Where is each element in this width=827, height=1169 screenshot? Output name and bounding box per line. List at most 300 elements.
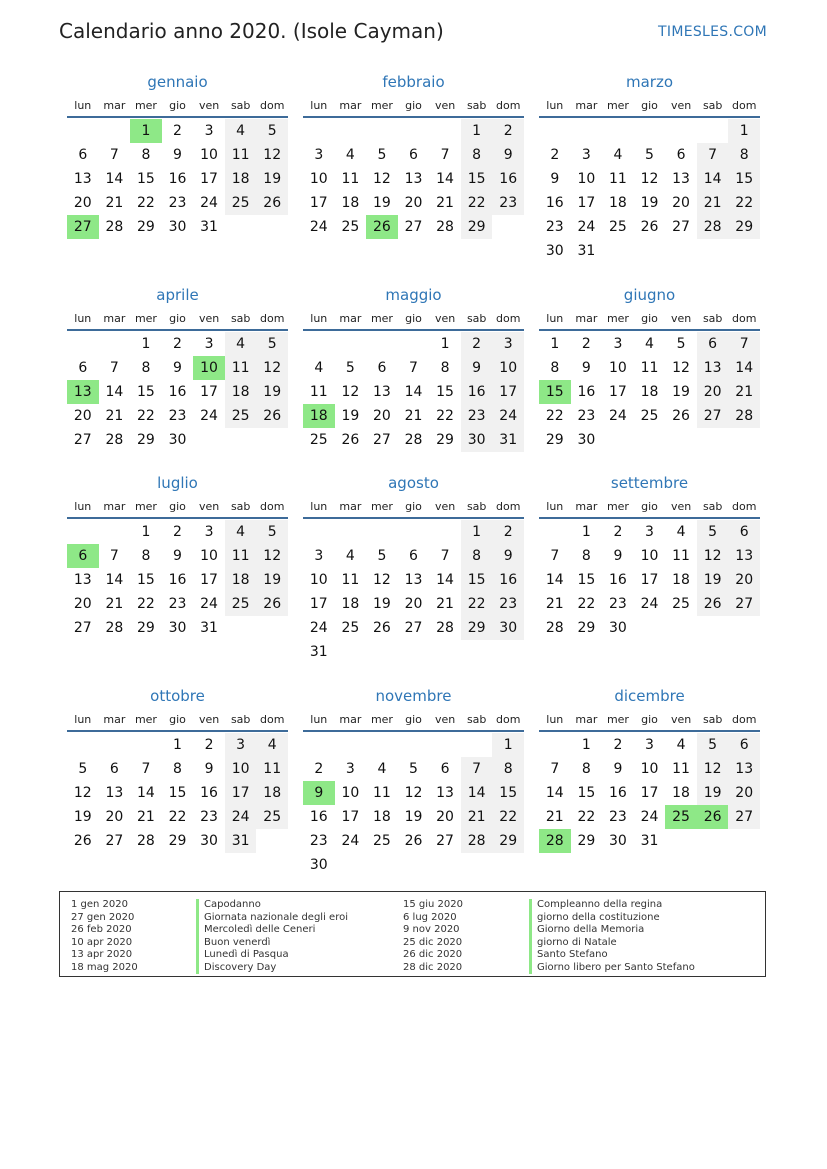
- day-cell: 22: [436, 408, 454, 424]
- day-cell: 15: [137, 171, 155, 187]
- day-cell: 8: [550, 360, 560, 376]
- weekday-label: ven: [434, 98, 456, 112]
- empty-cell: [539, 119, 571, 143]
- legend-holiday-name: Lunedì di Pasqua: [196, 949, 348, 962]
- day-cell: 5: [377, 147, 387, 163]
- day-cell: 5: [256, 520, 288, 544]
- weekday-label: dom: [260, 311, 285, 325]
- day-cell: 14: [105, 171, 124, 187]
- header-rule: [303, 730, 524, 732]
- weekday-label: ven: [434, 499, 456, 513]
- day-cell: 13: [436, 785, 454, 801]
- day-cell: 31: [200, 219, 218, 235]
- day-cell: 16: [577, 384, 596, 400]
- day-grid: [539, 332, 760, 452]
- day-cell: 22: [137, 596, 155, 612]
- day-cell: 21: [461, 805, 493, 829]
- day-cell: 23: [461, 404, 493, 428]
- weekday-label: mar: [103, 499, 126, 513]
- day-cell: 22: [577, 596, 596, 612]
- day-cell: 28: [461, 829, 493, 853]
- day-cell: 7: [109, 147, 119, 163]
- day-cell: 3: [314, 147, 324, 163]
- legend-date: 6 lug 2020: [403, 911, 457, 923]
- day-cell: 5: [409, 761, 418, 777]
- day-cell: 23: [200, 809, 218, 825]
- day-cell: 26: [404, 833, 423, 849]
- empty-cell: [539, 733, 571, 757]
- day-cell: 27: [105, 833, 124, 849]
- day-cell: 26: [341, 432, 360, 448]
- day-cell: 21: [105, 408, 124, 424]
- day-cell: 10: [577, 171, 596, 187]
- day-cell: 19: [640, 195, 659, 211]
- weekday-label: gio: [405, 712, 422, 726]
- day-cell: 22: [577, 809, 596, 825]
- day-cell: 17: [492, 380, 524, 404]
- day-cell: 13: [697, 356, 729, 380]
- empty-cell: [429, 520, 461, 544]
- empty-cell: [634, 119, 666, 143]
- empty-cell: [303, 520, 335, 544]
- weekday-label: mar: [575, 712, 598, 726]
- day-cell: 26: [256, 592, 288, 616]
- day-cell: 23: [492, 592, 524, 616]
- day-cell: 24: [577, 219, 596, 235]
- weekday-label: mar: [339, 311, 362, 325]
- day-cell: 25: [609, 219, 627, 235]
- day-cell: 30: [200, 833, 218, 849]
- legend-date: 25 dic 2020: [403, 936, 463, 948]
- day-cell: 3: [645, 524, 654, 540]
- day-cell: 29: [461, 215, 493, 239]
- day-grid: [67, 332, 288, 452]
- day-cell: 28: [436, 219, 454, 235]
- day-cell: 3: [492, 332, 524, 356]
- day-cell: 28: [728, 404, 760, 428]
- day-cell: 3: [204, 336, 214, 352]
- day-cell: 27: [73, 620, 92, 636]
- header-rule: [67, 730, 288, 732]
- day-cell: 21: [545, 809, 564, 825]
- day-cell: 14: [137, 785, 155, 801]
- empty-cell: [398, 332, 430, 356]
- empty-cell: [130, 733, 162, 757]
- day-cell: 14: [404, 384, 423, 400]
- holiday-day: 1: [130, 119, 162, 143]
- day-cell: 7: [141, 761, 151, 777]
- legend-holiday-name: Buon venerdì: [196, 937, 348, 950]
- empty-cell: [303, 733, 335, 757]
- legend-holiday-name: Giorno della Memoria: [529, 924, 695, 937]
- day-cell: 2: [173, 123, 182, 139]
- day-cell: 11: [225, 356, 257, 380]
- day-cell: 4: [676, 524, 686, 540]
- day-cell: 14: [436, 171, 454, 187]
- weekday-label: gio: [405, 98, 422, 112]
- day-cell: 1: [581, 737, 591, 753]
- day-cell: 21: [436, 596, 454, 612]
- day-cell: 16: [492, 568, 524, 592]
- day-cell: 2: [613, 524, 623, 540]
- day-cell: 8: [440, 360, 450, 376]
- month-name: ottobre: [150, 687, 205, 705]
- day-cell: 18: [225, 568, 257, 592]
- day-cell: 21: [105, 195, 124, 211]
- day-cell: 12: [640, 171, 659, 187]
- month-name: novembre: [375, 687, 452, 705]
- weekday-label: lun: [74, 98, 92, 112]
- day-cell: 15: [137, 572, 155, 588]
- weekday-label: mer: [370, 712, 393, 726]
- day-cell: 4: [613, 147, 623, 163]
- day-cell: 5: [676, 336, 686, 352]
- day-cell: 3: [225, 733, 257, 757]
- empty-cell: [335, 332, 367, 356]
- day-cell: 8: [173, 761, 182, 777]
- day-cell: 21: [728, 380, 760, 404]
- legend-holiday-name: Giornata nazionale degli eroi: [196, 912, 348, 925]
- day-cell: 6: [377, 360, 387, 376]
- day-cell: 22: [137, 408, 155, 424]
- day-cell: 19: [373, 596, 391, 612]
- empty-cell: [303, 332, 335, 356]
- day-cell: 4: [345, 147, 355, 163]
- weekday-label: lun: [310, 311, 328, 325]
- day-cell: 4: [225, 332, 257, 356]
- day-cell: 9: [613, 548, 623, 564]
- day-cell: 15: [137, 384, 155, 400]
- day-grid: [539, 119, 760, 263]
- day-cell: 12: [697, 544, 729, 568]
- day-cell: 16: [492, 167, 524, 191]
- day-cell: 18: [640, 384, 659, 400]
- day-cell: 10: [640, 761, 659, 777]
- header-rule: [303, 329, 524, 331]
- day-cell: 28: [105, 219, 124, 235]
- day-cell: 23: [168, 408, 187, 424]
- day-cell: 15: [577, 572, 596, 588]
- month-name: settembre: [610, 474, 689, 492]
- day-cell: 12: [256, 143, 288, 167]
- day-cell: 17: [200, 171, 218, 187]
- day-cell: 4: [314, 360, 324, 376]
- day-cell: 2: [550, 147, 560, 163]
- day-cell: 3: [204, 524, 214, 540]
- day-cell: 3: [581, 147, 591, 163]
- day-cell: 27: [697, 404, 729, 428]
- weekday-label: mar: [575, 499, 598, 513]
- weekday-label: lun: [546, 311, 564, 325]
- day-cell: 15: [461, 167, 493, 191]
- day-cell: 23: [609, 809, 627, 825]
- day-cell: 25: [309, 432, 328, 448]
- site-link[interactable]: TIMESLES.COM: [658, 24, 767, 40]
- day-cell: 20: [73, 408, 92, 424]
- weekday-label: lun: [74, 311, 92, 325]
- weekday-label: dom: [732, 499, 757, 513]
- empty-cell: [99, 332, 131, 356]
- weekday-label: mar: [339, 98, 362, 112]
- weekday-label: sab: [230, 311, 251, 325]
- day-cell: 9: [581, 360, 591, 376]
- day-cell: 10: [640, 548, 659, 564]
- day-cell: 24: [200, 195, 218, 211]
- day-cell: 25: [341, 620, 360, 636]
- day-cell: 28: [105, 620, 124, 636]
- day-cell: 15: [492, 781, 524, 805]
- day-cell: 4: [645, 336, 654, 352]
- day-cell: 30: [168, 219, 187, 235]
- legend-date: 26 dic 2020: [403, 949, 463, 960]
- empty-cell: [429, 733, 461, 757]
- day-cell: 29: [168, 833, 187, 849]
- empty-cell: [303, 119, 335, 143]
- weekday-label: dom: [496, 311, 521, 325]
- day-cell: 8: [461, 143, 493, 167]
- day-cell: 22: [728, 191, 760, 215]
- day-cell: 11: [256, 757, 288, 781]
- day-cell: 25: [225, 191, 257, 215]
- day-cell: 25: [225, 592, 257, 616]
- day-cell: 12: [73, 785, 92, 801]
- day-cell: 27: [728, 805, 760, 829]
- day-grid: [303, 733, 524, 877]
- day-cell: 12: [697, 757, 729, 781]
- day-cell: 16: [200, 785, 218, 801]
- day-cell: 17: [640, 572, 659, 588]
- day-cell: 7: [550, 548, 560, 564]
- month-name: febbraio: [382, 73, 445, 91]
- day-cell: 8: [728, 143, 760, 167]
- day-cell: 15: [461, 568, 493, 592]
- day-cell: 18: [225, 167, 257, 191]
- day-cell: 21: [697, 191, 729, 215]
- day-cell: 25: [256, 805, 288, 829]
- legend-date: 27 gen 2020: [71, 911, 135, 923]
- day-grid: [303, 332, 524, 452]
- day-cell: 6: [78, 147, 88, 163]
- holiday-legend: [59, 891, 766, 977]
- day-cell: 16: [168, 572, 187, 588]
- empty-cell: [539, 520, 571, 544]
- day-cell: 20: [697, 380, 729, 404]
- weekday-header: [303, 94, 524, 116]
- day-cell: 18: [225, 380, 257, 404]
- weekday-label: sab: [702, 712, 723, 726]
- weekday-label: dom: [732, 98, 757, 112]
- weekday-label: mer: [606, 311, 629, 325]
- day-cell: 27: [373, 432, 391, 448]
- day-grid: [67, 119, 288, 239]
- day-cell: 2: [204, 737, 214, 753]
- empty-cell: [335, 520, 367, 544]
- day-cell: 22: [492, 805, 524, 829]
- day-cell: 18: [672, 785, 690, 801]
- weekday-label: dom: [260, 98, 285, 112]
- day-cell: 6: [697, 332, 729, 356]
- weekday-label: sab: [466, 98, 487, 112]
- day-cell: 8: [141, 147, 151, 163]
- day-cell: 24: [225, 805, 257, 829]
- holiday-day: 25: [665, 805, 697, 829]
- weekday-label: dom: [496, 712, 521, 726]
- empty-cell: [571, 119, 603, 143]
- day-cell: 2: [461, 332, 493, 356]
- legend-holiday-name: Capodanno: [196, 899, 348, 912]
- day-cell: 9: [492, 544, 524, 568]
- legend-holiday-name: Mercoledì delle Ceneri: [196, 924, 348, 937]
- day-cell: 7: [409, 360, 418, 376]
- day-cell: 24: [200, 596, 218, 612]
- weekday-label: gio: [169, 499, 186, 513]
- day-cell: 7: [550, 761, 560, 777]
- day-grid: [303, 119, 524, 239]
- header-rule: [67, 517, 288, 519]
- day-cell: 29: [728, 215, 760, 239]
- day-cell: 16: [461, 380, 493, 404]
- day-cell: 12: [373, 572, 391, 588]
- month-agosto: [303, 471, 524, 664]
- day-cell: 17: [309, 596, 328, 612]
- day-cell: 29: [137, 432, 155, 448]
- header-rule: [303, 116, 524, 118]
- day-cell: 11: [341, 572, 360, 588]
- day-cell: 13: [404, 171, 423, 187]
- day-cell: 26: [640, 219, 659, 235]
- weekday-label: dom: [732, 311, 757, 325]
- day-cell: 1: [550, 336, 560, 352]
- day-cell: 25: [672, 596, 690, 612]
- day-cell: 29: [461, 616, 493, 640]
- day-cell: 15: [436, 384, 454, 400]
- weekday-label: mar: [575, 311, 598, 325]
- day-cell: 19: [672, 384, 690, 400]
- empty-cell: [665, 119, 697, 143]
- weekday-label: sab: [230, 499, 251, 513]
- month-name: gennaio: [147, 73, 208, 91]
- weekday-label: gio: [405, 311, 422, 325]
- day-cell: 15: [168, 785, 187, 801]
- empty-cell: [461, 733, 493, 757]
- day-cell: 11: [309, 384, 328, 400]
- day-cell: 25: [225, 404, 257, 428]
- holiday-day: 9: [303, 781, 335, 805]
- empty-cell: [335, 119, 367, 143]
- day-cell: 10: [225, 757, 257, 781]
- header-rule: [539, 517, 760, 519]
- day-cell: 10: [200, 147, 218, 163]
- weekday-header: [67, 94, 288, 116]
- day-cell: 19: [341, 408, 360, 424]
- holiday-day: 10: [193, 356, 225, 380]
- legend-holiday-name: Giorno libero per Santo Stefano: [529, 962, 695, 975]
- day-cell: 9: [550, 171, 560, 187]
- day-cell: 3: [204, 123, 214, 139]
- day-cell: 13: [73, 171, 92, 187]
- weekday-label: dom: [496, 499, 521, 513]
- weekday-label: mer: [370, 311, 393, 325]
- day-cell: 21: [137, 809, 155, 825]
- day-cell: 21: [404, 408, 423, 424]
- day-cell: 28: [137, 833, 155, 849]
- month-ottobre: [67, 684, 288, 853]
- day-cell: 9: [173, 548, 182, 564]
- holiday-day: 26: [697, 805, 729, 829]
- weekday-header: [539, 94, 760, 116]
- header-rule: [539, 730, 760, 732]
- month-name: maggio: [385, 286, 442, 304]
- weekday-label: gio: [169, 311, 186, 325]
- weekday-label: sab: [702, 98, 723, 112]
- day-cell: 25: [341, 219, 360, 235]
- legend-date: 9 nov 2020: [403, 924, 460, 935]
- day-cell: 4: [377, 761, 387, 777]
- weekday-label: dom: [260, 499, 285, 513]
- weekday-label: ven: [670, 98, 692, 112]
- day-cell: 29: [545, 432, 564, 448]
- holiday-day: 26: [366, 215, 398, 239]
- month-name: marzo: [625, 73, 674, 91]
- empty-cell: [398, 733, 430, 757]
- day-cell: 31: [225, 829, 257, 853]
- weekday-header: [67, 307, 288, 329]
- day-cell: 24: [640, 596, 659, 612]
- day-cell: 14: [105, 384, 124, 400]
- day-cell: 17: [200, 384, 218, 400]
- weekday-label: dom: [496, 98, 521, 112]
- day-cell: 11: [609, 171, 627, 187]
- weekday-header: [67, 495, 288, 517]
- day-cell: 6: [409, 147, 418, 163]
- weekday-label: mer: [134, 712, 157, 726]
- day-cell: 20: [672, 195, 690, 211]
- day-cell: 26: [672, 408, 690, 424]
- day-cell: 30: [545, 243, 564, 259]
- month-marzo: [539, 70, 760, 263]
- empty-cell: [335, 733, 367, 757]
- day-cell: 9: [173, 360, 182, 376]
- day-cell: 20: [73, 596, 92, 612]
- day-cell: 6: [109, 761, 119, 777]
- month-name: aprile: [156, 286, 199, 304]
- day-cell: 7: [109, 360, 119, 376]
- weekday-label: gio: [641, 499, 658, 513]
- day-cell: 25: [373, 833, 391, 849]
- day-cell: 5: [645, 147, 654, 163]
- day-cell: 5: [697, 733, 729, 757]
- day-cell: 2: [314, 761, 324, 777]
- weekday-label: dom: [260, 712, 285, 726]
- day-cell: 5: [256, 119, 288, 143]
- day-cell: 1: [141, 336, 151, 352]
- day-cell: 6: [676, 147, 686, 163]
- weekday-label: mer: [606, 98, 629, 112]
- day-grid: [67, 520, 288, 640]
- day-cell: 23: [168, 195, 187, 211]
- legend-date: 28 dic 2020: [403, 961, 463, 973]
- day-grid: [303, 520, 524, 664]
- day-cell: 24: [640, 809, 659, 825]
- day-cell: 17: [225, 781, 257, 805]
- month-febbraio: [303, 70, 524, 239]
- day-cell: 6: [409, 548, 418, 564]
- weekday-label: sab: [702, 499, 723, 513]
- day-cell: 31: [309, 644, 328, 660]
- month-name: luglio: [157, 474, 198, 492]
- day-cell: 13: [728, 757, 760, 781]
- day-cell: 7: [440, 147, 450, 163]
